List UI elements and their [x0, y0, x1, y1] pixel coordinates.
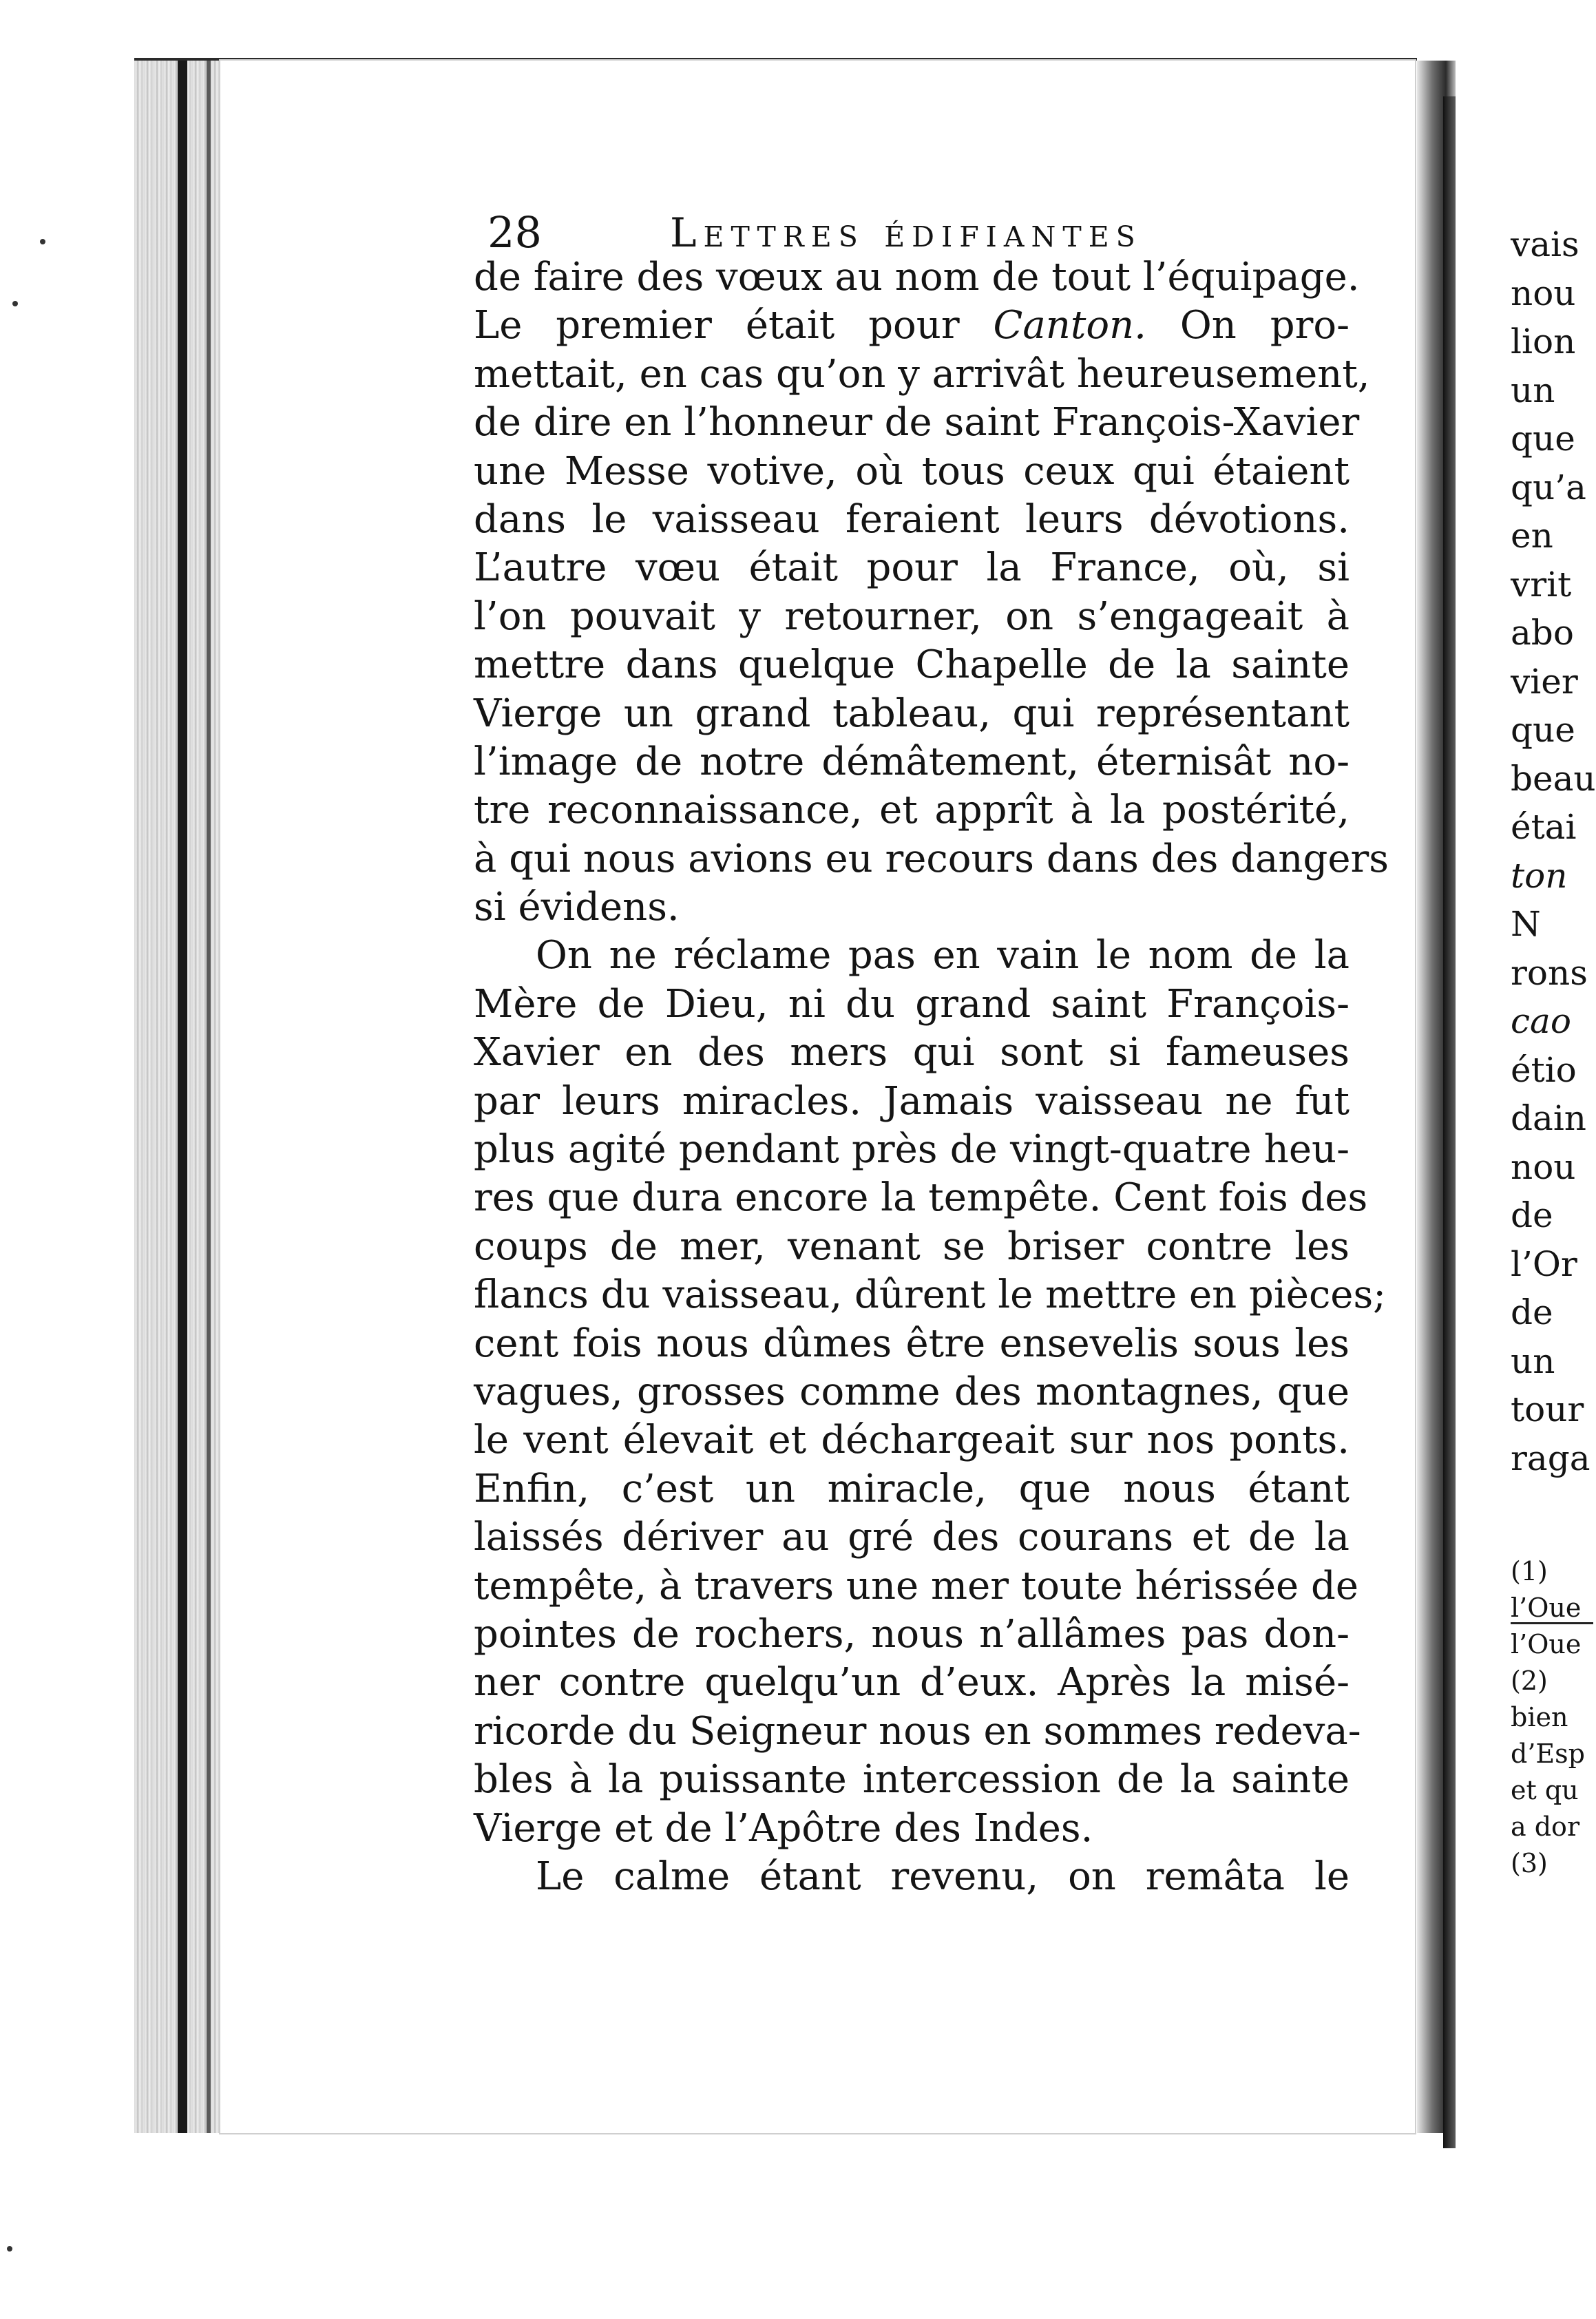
paper-speck	[40, 239, 45, 244]
text-line: Xavier en des mers qui sont si fameuses	[474, 1030, 1350, 1075]
adjacent-page	[1456, 96, 1596, 2148]
adjacent-text-line: de	[1511, 1195, 1553, 1235]
adjacent-text-line: que	[1511, 710, 1575, 750]
adjacent-text-line: vrit	[1511, 564, 1572, 605]
adjacent-text-line: l’Or	[1511, 1244, 1577, 1284]
adjacent-text-line: rons	[1511, 952, 1588, 993]
adjacent-footnote-line: (1)	[1511, 1556, 1548, 1586]
adjacent-footnote-line: et qu	[1511, 1775, 1579, 1805]
adjacent-text-line: abo	[1511, 613, 1574, 653]
adjacent-text-line: un	[1511, 1341, 1555, 1381]
adjacent-text-line: que	[1511, 419, 1575, 459]
running-title: Lettres édifiantes	[670, 209, 1142, 256]
text-line: le vent élevait et déchargeait sur nos ponts.	[474, 1418, 1350, 1463]
adjacent-footnote-line: d’Esp	[1511, 1739, 1585, 1769]
text-segment: Le premier était pour	[474, 303, 960, 348]
paragraph-start: Le calme étant revenu, on remâta le	[536, 1854, 1350, 1899]
running-head	[487, 205, 1231, 260]
binding-shadow	[178, 61, 187, 2133]
adjacent-text-line: qu’a	[1511, 467, 1586, 507]
adjacent-footnote-line: (3)	[1511, 1848, 1548, 1878]
text-line: l’on pouvait y retourner, on s’engageait à	[474, 594, 1350, 639]
text-line: L’autre vœu était pour la France, où, si	[474, 545, 1350, 591]
adjacent-text-line: nou	[1511, 1146, 1576, 1187]
text-line: à qui nous avions eu recours dans des dangers	[474, 836, 1389, 881]
adjacent-text-line: raga	[1511, 1438, 1590, 1478]
adjacent-text-line: vais	[1511, 224, 1579, 264]
text-line: vagues, grosses comme des montagnes, que	[474, 1369, 1350, 1414]
adjacent-text-line: vier	[1511, 661, 1578, 702]
text-line: tre reconnaissance, et apprît à la postérité,	[474, 788, 1350, 833]
adjacent-footnote-line: bien	[1511, 1702, 1568, 1732]
adjacent-text-line: en	[1511, 516, 1553, 556]
paragraph-start: On ne réclame pas en vain le nom de la	[536, 933, 1350, 978]
text-line: de faire des vœux au nom de tout l’équipage.	[474, 255, 1360, 300]
text-line: ricorde du Seigneur nous en sommes redeva-	[474, 1708, 1361, 1754]
text-line: dans le vaisseau feraient leurs dévotions.	[474, 496, 1350, 542]
text-line: par leurs miracles. Jamais vaisseau ne fut	[474, 1078, 1350, 1124]
text-line	[474, 302, 1350, 350]
adjacent-text-line: nou	[1511, 273, 1576, 313]
adjacent-text-line: cao	[1511, 1001, 1571, 1041]
text-line: une Messe votive, où tous ceux qui étaient	[474, 448, 1350, 494]
text-line: ner contre quelqu’un d’eux. Après la misé-	[474, 1660, 1350, 1706]
adjacent-text-line: N	[1511, 904, 1541, 944]
text-line: flancs du vaisseau, dûrent le mettre en pièces;	[474, 1272, 1387, 1318]
text-line: de dire en l’honneur de saint François-Xavier	[474, 400, 1360, 445]
place-name-canton: Canton.	[993, 303, 1146, 348]
body-text	[474, 253, 1389, 1901]
text-line: Vierge un grand tableau, qui représentant	[474, 691, 1350, 736]
text-line: mettait, en cas qu’on y arrivât heureusement,	[474, 351, 1370, 397]
text-segment: On pro-	[1179, 303, 1350, 348]
adjacent-text-line: beau	[1511, 758, 1596, 799]
text-line: pointes de rochers, nous n’allâmes pas don-	[474, 1611, 1350, 1657]
text-line: cent fois nous dûmes être ensevelis sous les	[474, 1321, 1350, 1366]
text-line: mettre dans quelque Chapelle de la sainte	[474, 642, 1350, 688]
adjacent-text-line: dain	[1511, 1098, 1587, 1138]
text-line: si évidens.	[474, 885, 680, 930]
adjacent-text-line: étai	[1511, 807, 1577, 847]
paper-speck	[7, 2246, 12, 2252]
text-line: res que dura encore la tempête. Cent fois des	[474, 1175, 1368, 1221]
text-line: Enfin, c’est un miracle, que nous étant	[474, 1466, 1350, 1511]
adjacent-text-line: lion	[1511, 322, 1576, 361]
adjacent-text-line: étio	[1511, 1049, 1577, 1090]
page-number: 28	[487, 207, 542, 258]
adjacent-footnote-line: (2)	[1511, 1666, 1548, 1696]
adjacent-text-line: tour	[1511, 1389, 1584, 1429]
text-line: tempête, à travers une mer toute hérissée de	[474, 1563, 1358, 1608]
text-line: bles à la puissante intercession de la sainte	[474, 1757, 1350, 1803]
text-line: Mère de Dieu, ni du grand saint François-	[474, 981, 1350, 1027]
text-line: Vierge et de l’Apôtre des Indes.	[474, 1805, 1093, 1851]
adjacent-footnote-line: a dor	[1511, 1812, 1580, 1842]
text-line: laissés dériver au gré des courans et de la	[474, 1515, 1350, 1560]
adjacent-text-line: ton	[1511, 855, 1568, 896]
adjacent-footnote-line: l’Oue	[1511, 1593, 1582, 1623]
adjacent-text-line: de	[1511, 1292, 1553, 1332]
paper-speck	[12, 301, 18, 306]
text-line: coups de mer, venant se briser contre les	[474, 1224, 1350, 1269]
text-line: plus agité pendant près de vingt-quatre heu-	[474, 1127, 1350, 1173]
text-line: l’image de notre démâtement, éternisât no-	[474, 739, 1350, 784]
adjacent-text-line: un	[1511, 370, 1555, 410]
adjacent-footnote-line: l’Oue	[1511, 1629, 1582, 1659]
binding-edge	[207, 61, 211, 2133]
